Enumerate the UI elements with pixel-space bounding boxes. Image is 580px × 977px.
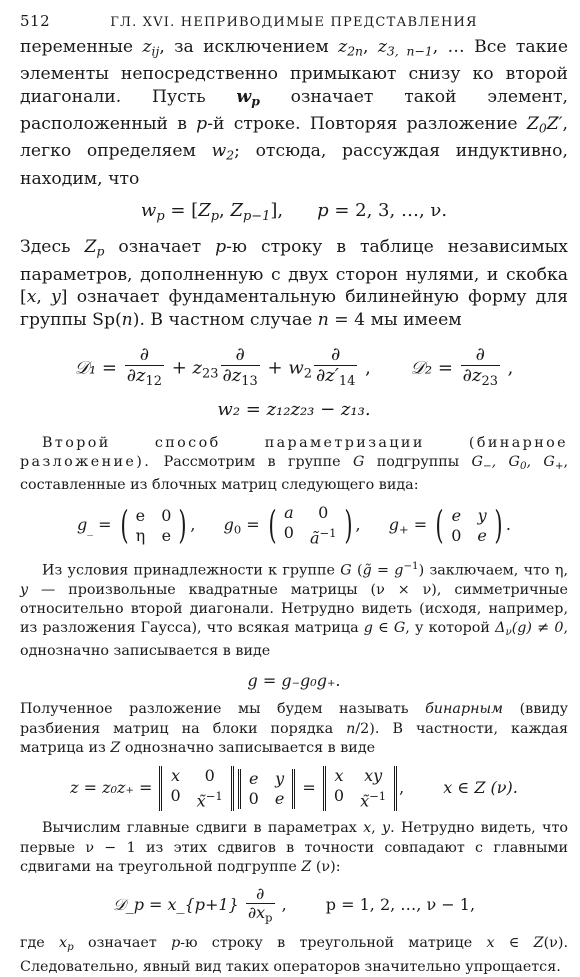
paragraph-6: Вычислим главные сдвиги в параметрах x, y. Нетрудно видеть, что первые ν − 1 из этих сдвигов в точности совпадают с главными сдвигами на треугольной подгруппе Z (ν):: [20, 820, 569, 875]
page-number: 512: [20, 12, 51, 30]
paragraph-1: переменные $z_{ij}$, за исключением $z_{2n}$, $z_{3, n-1}$, … Все такие элементы непосредственно примыкают снизу ко второй диагонали. Пусть $w_p$ означает такой элемент, расположенный в p-й строке. Повторяя разложение $Z_0Z'$, легко определяем $w_2$; отсюда, рассуждая индуктивно, находим, что: [20, 37, 569, 189]
formula-decomposition: g = g₋g₀g₊.: [247, 671, 341, 691]
formula-dp: 𝒟_p = x_{p+1} $\frac{\partial}{\partial x_p}$ , p = 1, 2, …, ν − 1,: [112, 884, 476, 925]
paragraph-3: Второй способ параметризации (бинарное разложение). Рассмотрим в группе G подгруппы $G_-$, $G_0$, $G_+$, составленные из блочных матриц следующего вида:: [20, 434, 568, 494]
paragraph-2: Здесь $Z_p$ означает p-ю строку в таблице независимых параметров, дополненную с двух сторон нулями, и скобка [x, y] означает фундаментальную билинейную форму для группы Sp(n). В частном случае n = 4 мы имеем: [20, 237, 568, 330]
formula-w2: w₂ = z₁₂z₂₃ − z₁₃.: [217, 398, 371, 420]
chapter-title: ГЛ. XVI. НЕПРИВОДИМЫЕ ПРЕДСТАВЛЕНИЯ: [110, 15, 478, 30]
formula-block-matrices: $g_{\_}$ = ( e 0 η e ) , $g_0$ = ( a 0 0 $ã^{-1}$ ) , $g_+$ = ( e y 0 e ) .: [77, 502, 511, 548]
paragraph-7: где $x_p$ означает p-ю строку в треугольной матрице x ∈ Z(ν). Следовательно, явный вид таких операторов значительно упрощается.: [20, 935, 568, 975]
formula-z-matrix: z = z₀z₊ = x 0 0 x̃$^{-1}$ e y 0 e = x xy 0 x̃$^{-1}$ , x ∈ Z (ν).: [70, 766, 518, 811]
paragraph-4: Из условия принадлежности к группе G (g̃ = $g^{-1}$) заключаем, что η, y — произвольные квадратные матрицы (ν × ν), симметричные относительно второй диагонали. Нетрудно видеть (исходя, например, из разложения Гаусса), что всякая матрица g ∈ G, у которой $\Delta_\nu(g) \ne 0$, однозначно записывается в виде: [20, 559, 569, 660]
running-head: [20, 12, 568, 36]
paragraph-5: Полученное разложение мы будем называть бинарным (ввиду разбиения матриц на блоки порядка n/2). В частности, каждая матрица из Z однозначно записывается в виде: [20, 701, 569, 756]
page: [20, 12, 568, 977]
formula-d1-d2: 𝒟₁ = $\frac{\partial}{\partial z_{12}}$ + $z_{23}$ $\frac{\partial}{\partial z_{13}}$ + $w_2$ $\frac{\partial}{\partial z'_{14}}$ , 𝒟₂ = $\frac{\partial}{\partial z_{23}}$ ,: [74, 344, 514, 389]
formula-wp: $w_p = [Z_p$, $Z_{p-1}$], p = 2, 3, …, ν.: [140, 200, 448, 225]
